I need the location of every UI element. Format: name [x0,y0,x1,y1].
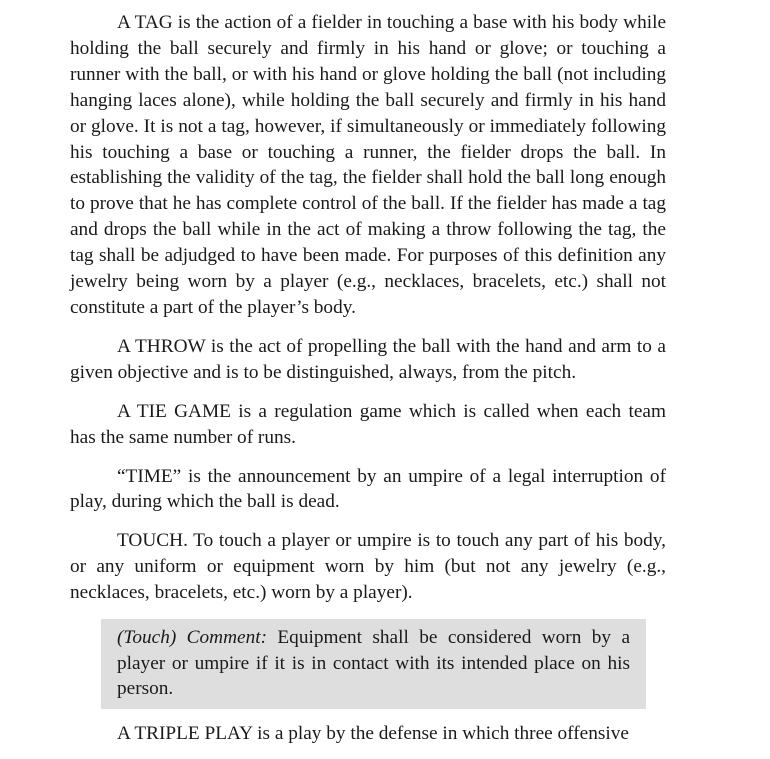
definition-tie-game: A TIE GAME is a regulation game which is called when each team has the same number of runs. [70,400,666,448]
touch-comment [117,625,630,702]
definition-touch: TOUCH. To touch a player or umpire is to touch any part of his body, or any uniform or equipment worn by him (but not any jewelry (e.g., necklaces, bracelets, etc.) worn by a player). [70,530,666,604]
definition-throw: A THROW is the act of propelling the ball with the hand and arm to a given objective and is to be distinguished, always, from the pitch. [70,335,666,383]
document-page [70,10,666,759]
comment-label: (Touch) Comment: [117,627,267,649]
definition-tag: A TAG is the action of a fielder in touching a base with his body while holding the ball securely and firmly in his hand or glove; or touching a runner with the ball, or with his hand or glove holding the ball (not including hanging laces alone), while holding the ball securely and firmly in his hand or glove. It is not a tag, however, if simultaneously or immediately following his touching a base or touching a runner, the fielder drops the ball. In establishing the validity of the tag, the fielder shall hold the ball long enough to prove that he has complete control of the ball. If the fielder has made a tag and drops the ball while in the act of making a throw following the tag, the tag shall be adjudged to have been made. For purposes of this definition any jewelry being worn by a player (e.g., necklaces, bracelets, etc.) shall not constitute a part of the player’s body. [70,12,666,318]
definition-time: “TIME” is the announcement by an umpire of a legal interruption of play, during which the ball is dead. [70,465,666,513]
comment-text: Equipment shall be considered worn by a player or umpire if it is in contact with its intended place on his person. [117,627,630,700]
definition-triple-play: A TRIPLE PLAY is a play by the defense in which three offensive [117,722,629,744]
touch-comment-box [101,619,646,709]
